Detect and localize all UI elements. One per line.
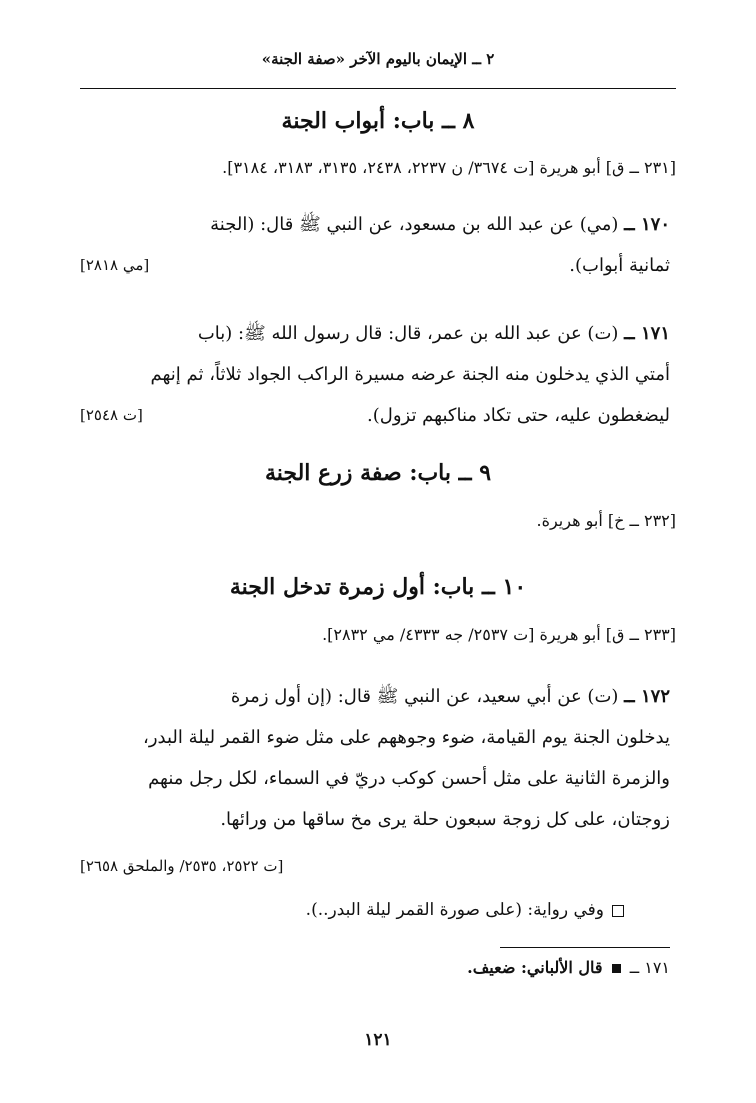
hadith-number: ١٧١ ــ (624, 323, 670, 344)
hadith-text: (ت) عن عبد الله بن عمر، قال: قال رسول الله ﷺ: (باب (197, 323, 619, 344)
hadith-line (80, 717, 670, 758)
hadith-171 (80, 313, 670, 436)
hadith-number: ١٧٠ ــ (624, 214, 670, 235)
source-line: [٢٣١ ــ ق] أبو هريرة [ت ٣٦٧٤/ ن ٢٢٣٧، ٢٤٣٨، ٣١٣٥، ٣١٨٣، ٣١٨٤]. (222, 158, 676, 177)
riwaya-text: وفي رواية: (على صورة القمر ليلة البدر..). (305, 900, 604, 920)
hadith-line (80, 204, 670, 245)
hadith-line (80, 395, 670, 436)
hadith-text: يدخلون الجنة يوم القيامة، ضوء وجوههم على مثل ضوء القمر ليلة البدر، (143, 727, 670, 748)
hadith-text: ليضغطون عليه، حتى تكاد مناكبهم تزول). (367, 405, 670, 426)
hadith-line (80, 799, 670, 840)
footnote-number: ١٧١ ــ (629, 958, 670, 977)
footnote (80, 958, 670, 977)
hadith-line (80, 758, 670, 799)
hadith-170 (80, 204, 670, 286)
source-line: [٢٣٣ ــ ق] أبو هريرة [ت ٢٥٣٧/ جه ٤٣٣٣/ مي ٢٨٣٢]. (322, 625, 676, 644)
hadith-ref: [ت ٢٥٢٢، ٢٥٣٥/ والملحق ٢٦٥٨] (80, 857, 284, 875)
riwaya-line (80, 900, 624, 920)
hadith-text: والزمرة الثانية على مثل أحسن كوكب دريّ في السماء، لكل رجل منهم (148, 768, 670, 789)
running-header: ٢ ــ الإيمان باليوم الآخر «صفة الجنة» (261, 50, 495, 68)
hadith-172 (80, 676, 670, 840)
hadith-text: (ت) عن أبي سعيد، عن النبي ﷺ قال: (إن أول زمرة (230, 686, 619, 707)
hadith-ref: [ت ٢٥٤٨] (80, 406, 143, 424)
filled-square-icon (612, 964, 621, 973)
header-rule (80, 88, 676, 89)
chapter-title: ٩ ــ باب: صفة زرع الجنة (264, 460, 492, 486)
hadith-text: زوجتان، على كل زوجة سبعون حلة يرى مخ ساقها من ورائها. (220, 809, 670, 830)
hadith-line (80, 354, 670, 395)
page-number: ١٢١ (364, 1030, 392, 1050)
hadith-text: (مي) عن عبد الله بن مسعود، عن النبي ﷺ قال: (الجنة (210, 214, 619, 235)
hadith-text: ثمانية أبواب). (569, 255, 670, 276)
hadith-ref: [مي ٢٨١٨] (80, 256, 150, 274)
hadith-line (80, 245, 670, 286)
hadith-line (80, 313, 670, 354)
hadith-text: أمتي الذي يدخلون منه الجنة عرضه مسيرة الراكب الجواد ثلاثاً، ثم إنهم (150, 364, 670, 385)
chapter-title: ٨ ــ باب: أبواب الجنة (281, 108, 475, 134)
chapter-title: ١٠ ــ باب: أول زمرة تدخل الجنة (229, 574, 527, 600)
square-bullet-icon (612, 905, 624, 917)
footnote-rule (500, 947, 670, 948)
source-line: [٢٣٢ ــ خ] أبو هريرة. (536, 511, 676, 530)
hadith-line (80, 676, 670, 717)
footnote-text: قال الألباني: ضعيف. (467, 958, 603, 977)
hadith-number: ١٧٢ ــ (624, 686, 670, 707)
